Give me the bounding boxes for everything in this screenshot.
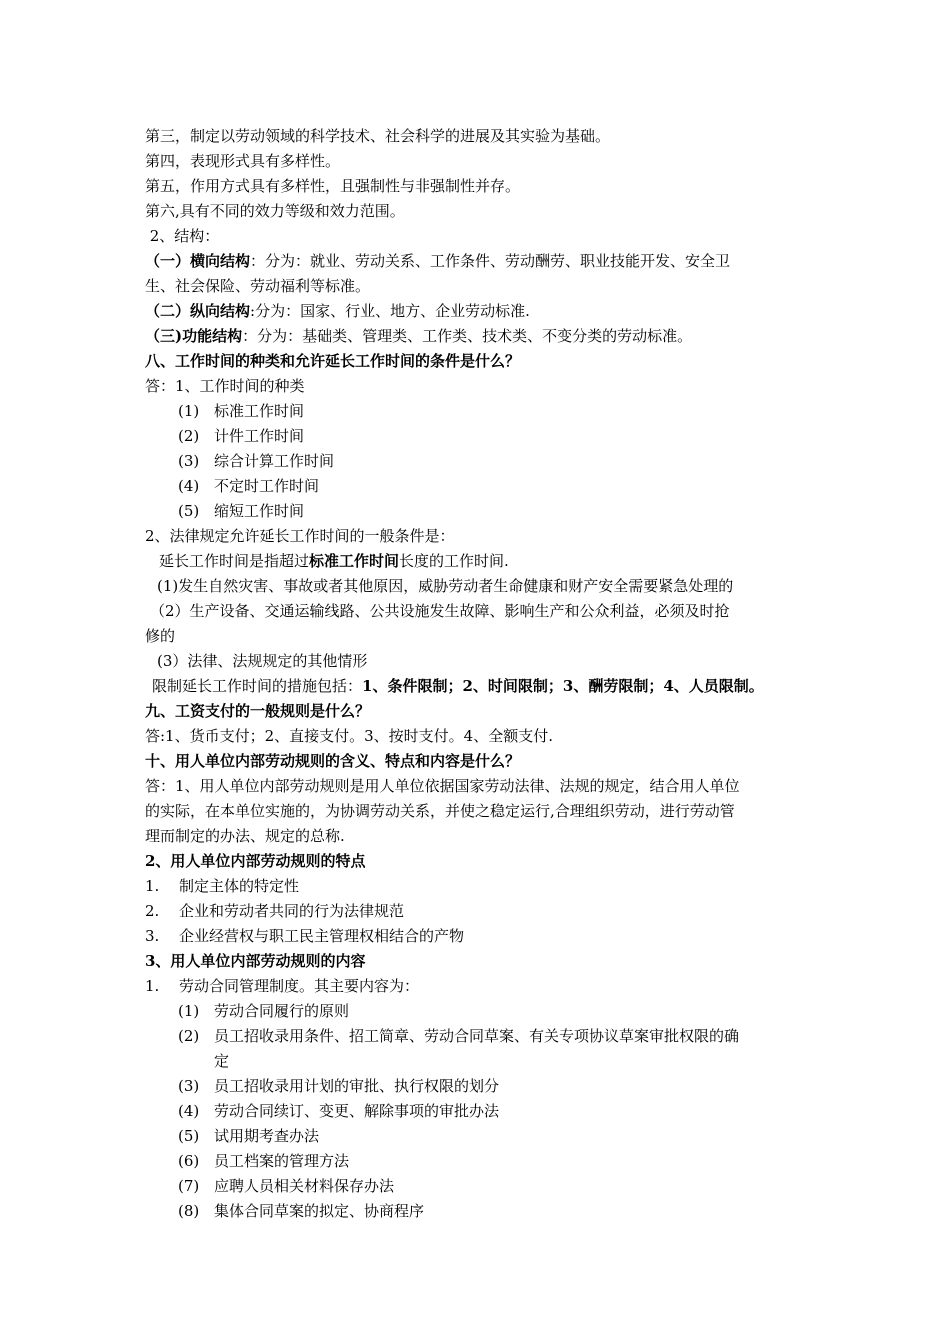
list-item: 3. 企业经营权与职工民主管理权相结合的产物	[145, 927, 465, 945]
paragraph-line: 修的	[145, 627, 176, 645]
answer-line: 的实际，在本单位实施的，为协调劳动关系，并使之稳定运行,合理组织劳动，进行劳动管	[145, 802, 735, 820]
paragraph-line: 第五，作用方式具有多样性，且强制性与非强制性并存。	[145, 177, 521, 195]
list-item: (4) 不定时工作时间	[178, 477, 320, 495]
list-item: 1. 劳动合同管理制度。其主要内容为：	[145, 977, 420, 995]
list-item: 2. 企业和劳动者共同的行为法律规范	[145, 902, 405, 920]
paragraph-line: （2）生产设备、交通运输线路、公共设施发生故障、影响生产和公众利益，必须及时抢	[150, 602, 730, 620]
paragraph-line: (1)发生自然灾害、事故或者其他原因，威胁劳动者生命健康和财产安全需要紧急处理的	[157, 577, 734, 595]
list-item: (1) 标准工作时间	[178, 402, 305, 420]
term-label: （三)功能结构	[145, 327, 243, 345]
list-item: 1. 制定主体的特定性	[145, 877, 300, 895]
question-heading: 九、工资支付的一般规则是什么？	[145, 702, 371, 720]
sub-heading: 2、用人单位内部劳动规则的特点	[145, 852, 366, 870]
paragraph-line: 第三，制定以劳动领域的科学技术、社会科学的进展及其实验为基础。	[145, 127, 611, 145]
paragraph-line: 2、法律规定允许延长工作时间的一般条件是：	[145, 527, 455, 545]
answer-line: 理而制定的办法、规定的总称.	[145, 827, 345, 845]
paragraph-line: 限制延长工作时间的措施包括：1、条件限制；2、时间限制；3、酬劳限制；4、人员限制。	[152, 677, 764, 695]
list-item-continuation: 定	[214, 1052, 230, 1070]
list-item: (3) 员工招收录用计划的审批、执行权限的划分	[178, 1077, 500, 1095]
term-text: ：分为：就业、劳动关系、工作条件、劳动酬劳、职业技能开发、安全卫	[250, 252, 731, 270]
list-item: (4) 劳动合同续订、变更、解除事项的审批办法	[178, 1102, 500, 1120]
list-item: (5) 缩短工作时间	[178, 502, 305, 520]
answer-line: 答：1、工作时间的种类	[145, 377, 305, 395]
list-item: (2) 员工招收录用条件、招工简章、劳动合同草案、有关专项协议草案审批权限的确	[178, 1027, 740, 1045]
question-heading: 十、用人单位内部劳动规则的含义、特点和内容是什么？	[145, 752, 521, 770]
emphasis-text: 标准工作时间	[309, 552, 400, 570]
question-heading: 八、工作时间的种类和允许延长工作时间的条件是什么？	[145, 352, 521, 370]
list-item: (6) 员工档案的管理方法	[178, 1152, 350, 1170]
list-item: (7) 应聘人员相关材料保存办法	[178, 1177, 395, 1195]
answer-line: 答：1、用人单位内部劳动规则是用人单位依据国家劳动法律、法规的规定，结合用人单位	[145, 777, 740, 795]
paragraph-line: 延长工作时间是指超过标准工作时间长度的工作时间.	[159, 552, 509, 570]
paragraph-line	[145, 251, 730, 271]
list-item: (2) 计件工作时间	[178, 427, 305, 445]
paragraph-line	[145, 301, 530, 321]
emphasis-text: 1、条件限制；2、时间限制；3、酬劳限制；4、人员限制。	[362, 677, 764, 695]
term-text: :分为：国家、行业、地方、企业劳动标准.	[250, 302, 530, 320]
term-text: ：分为：基础类、管理类、工作类、技术类、不变分类的劳动标准。	[242, 327, 693, 345]
term-label: （二）纵向结构	[145, 302, 251, 320]
list-item: (1) 劳动合同履行的原则	[178, 1002, 350, 1020]
answer-line: 答:1、货币支付；2、直接支付。3、按时支付。4、全额支付.	[145, 727, 553, 745]
term-label: （一）横向结构	[145, 252, 251, 270]
paragraph-line: 第六,具有不同的效力等级和效力范围。	[145, 202, 405, 220]
list-item: (5) 试用期考查办法	[178, 1127, 320, 1145]
section-heading: 2、结构：	[145, 227, 220, 245]
paragraph-line: 生、社会保险、劳动福利等标准。	[145, 277, 371, 295]
paragraph-line: 第四，表现形式具有多样性。	[145, 152, 341, 170]
paragraph-line	[145, 326, 692, 346]
sub-heading: 3、用人单位内部劳动规则的内容	[145, 952, 366, 970]
list-item: (8) 集体合同草案的拟定、协商程序	[178, 1202, 425, 1220]
paragraph-line: (3）法律、法规规定的其他情形	[157, 652, 368, 670]
list-item: (3) 综合计算工作时间	[178, 452, 335, 470]
